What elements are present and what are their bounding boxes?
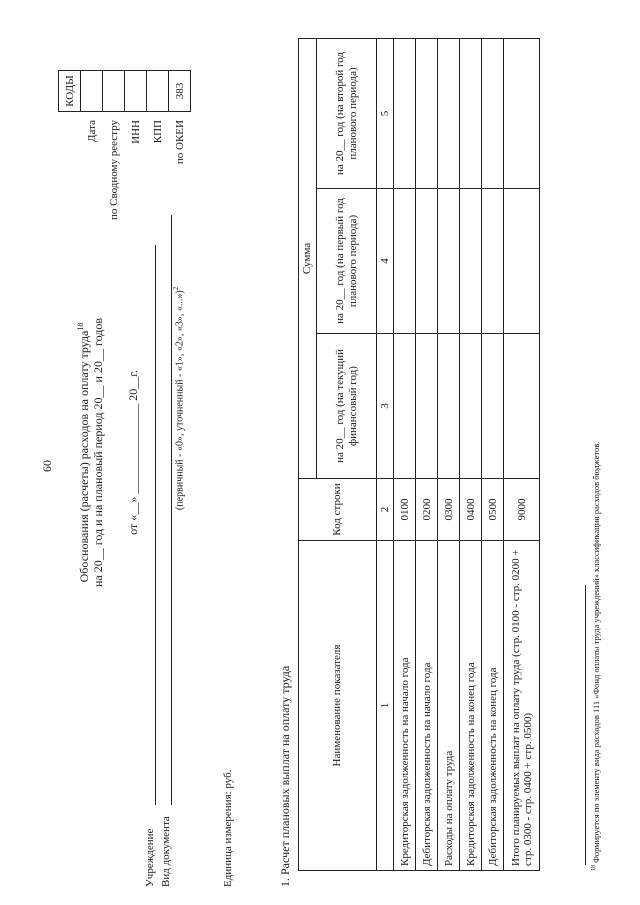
date-line: от «__» _______________ 20__г. [126,370,140,535]
page-number: 60 [40,460,54,472]
row-code: 0300 [438,479,460,541]
header-col3: на 20__ год (на текущий финансовый год) [317,334,377,479]
table-row [394,38,416,870]
code-cell-kpp[interactable] [147,71,169,112]
code-label-kpp: КПП [151,120,164,144]
value-cell[interactable] [416,334,438,479]
value-cell[interactable] [438,334,460,479]
table-row [460,38,482,870]
value-cell[interactable] [504,189,540,334]
row-code: 0500 [482,479,504,541]
footnote-mark: 18 [591,865,598,871]
value-cell[interactable] [504,38,540,188]
value-cell[interactable] [394,189,416,334]
col-number: 5 [377,38,394,188]
value-cell[interactable] [394,334,416,479]
col-number: 1 [377,541,394,871]
row-name: Кредиторская задолженность на начало года [394,541,416,871]
table-row [482,38,504,870]
doc-type-label: Вид документа [160,816,172,887]
value-cell[interactable] [460,189,482,334]
row-name: Итого планируемых выплат на оплату труда (стр. 0100 - стр. 0200 + стр. 0300 - стр. 0400 + стр. 0500) [504,541,540,871]
doc-type-hint [172,287,185,510]
col-number: 3 [377,334,394,479]
code-cell-inn[interactable] [125,71,147,112]
code-cell-registry[interactable] [103,71,125,112]
table-row [416,38,438,870]
row-code: 0200 [416,479,438,541]
codes-header: КОДЫ [59,71,81,112]
value-cell[interactable] [416,189,438,334]
value-cell[interactable] [482,334,504,479]
code-label-registry: по Сводному реестру [107,120,120,220]
header-col4: на 20__ год (на первый год планового периода) [317,189,377,334]
code-label-inn: ИНН [129,120,142,144]
footnote [591,442,601,871]
title-line1: Обоснования (расчеты) расходов на оплату труда [77,330,91,583]
doc-type-hint-mark: 2 [172,286,180,291]
col-number: 4 [377,189,394,334]
code-label-okei: по ОКЕИ [173,120,186,165]
row-name: Дебиторская задолженность на конец года [482,541,504,871]
value-cell[interactable] [394,38,416,188]
row-code: 0400 [460,479,482,541]
table-row-total [504,38,540,870]
table-row [438,38,460,870]
institution-field-line[interactable] [155,245,156,805]
codes-table [58,70,191,220]
code-cell-date[interactable] [81,71,103,112]
header-name: Наименование показателя [299,541,377,871]
title-line2: на 20__ год и на плановый период 20__ и 20__ годов [91,318,105,588]
doc-type-hint-text: (первичный - «0», уточненный - «1», «2», «3», «...») [174,290,186,510]
title-footnote-mark: 18 [76,322,85,331]
unit-of-measure: Единица измерения: руб. [222,769,234,887]
row-name: Кредиторская задолженность на конец года [460,541,482,871]
value-cell[interactable] [482,38,504,188]
value-cell[interactable] [482,189,504,334]
row-code: 0100 [394,479,416,541]
row-code: 9000 [504,479,540,541]
value-cell[interactable] [438,38,460,188]
code-cell-okei: 383 [169,71,191,112]
section-title: 1. Расчет плановых выплат на оплату труда [278,665,292,887]
value-cell[interactable] [504,334,540,479]
footnote-divider [585,585,586,865]
footnote-text: Формируется по элементу вида расходов 111 «Фонд оплаты труда учреждений» классификации расходов бюджетов. [591,441,601,863]
header-sum: Сумма [299,38,317,478]
header-code: Код строки [299,479,377,541]
value-cell[interactable] [460,38,482,188]
institution-label: Учреждение [144,828,156,887]
value-cell[interactable] [460,334,482,479]
value-cell[interactable] [416,38,438,188]
code-label-date: Дата [85,120,98,142]
row-name: Дебиторская задолженность на начало года [416,541,438,871]
payroll-table [298,38,540,871]
col-number: 2 [377,479,394,541]
row-name: Расходы на оплату труда [438,541,460,871]
value-cell[interactable] [438,189,460,334]
header-col5: на 20__ год (на второй год планового периода) [317,38,377,188]
